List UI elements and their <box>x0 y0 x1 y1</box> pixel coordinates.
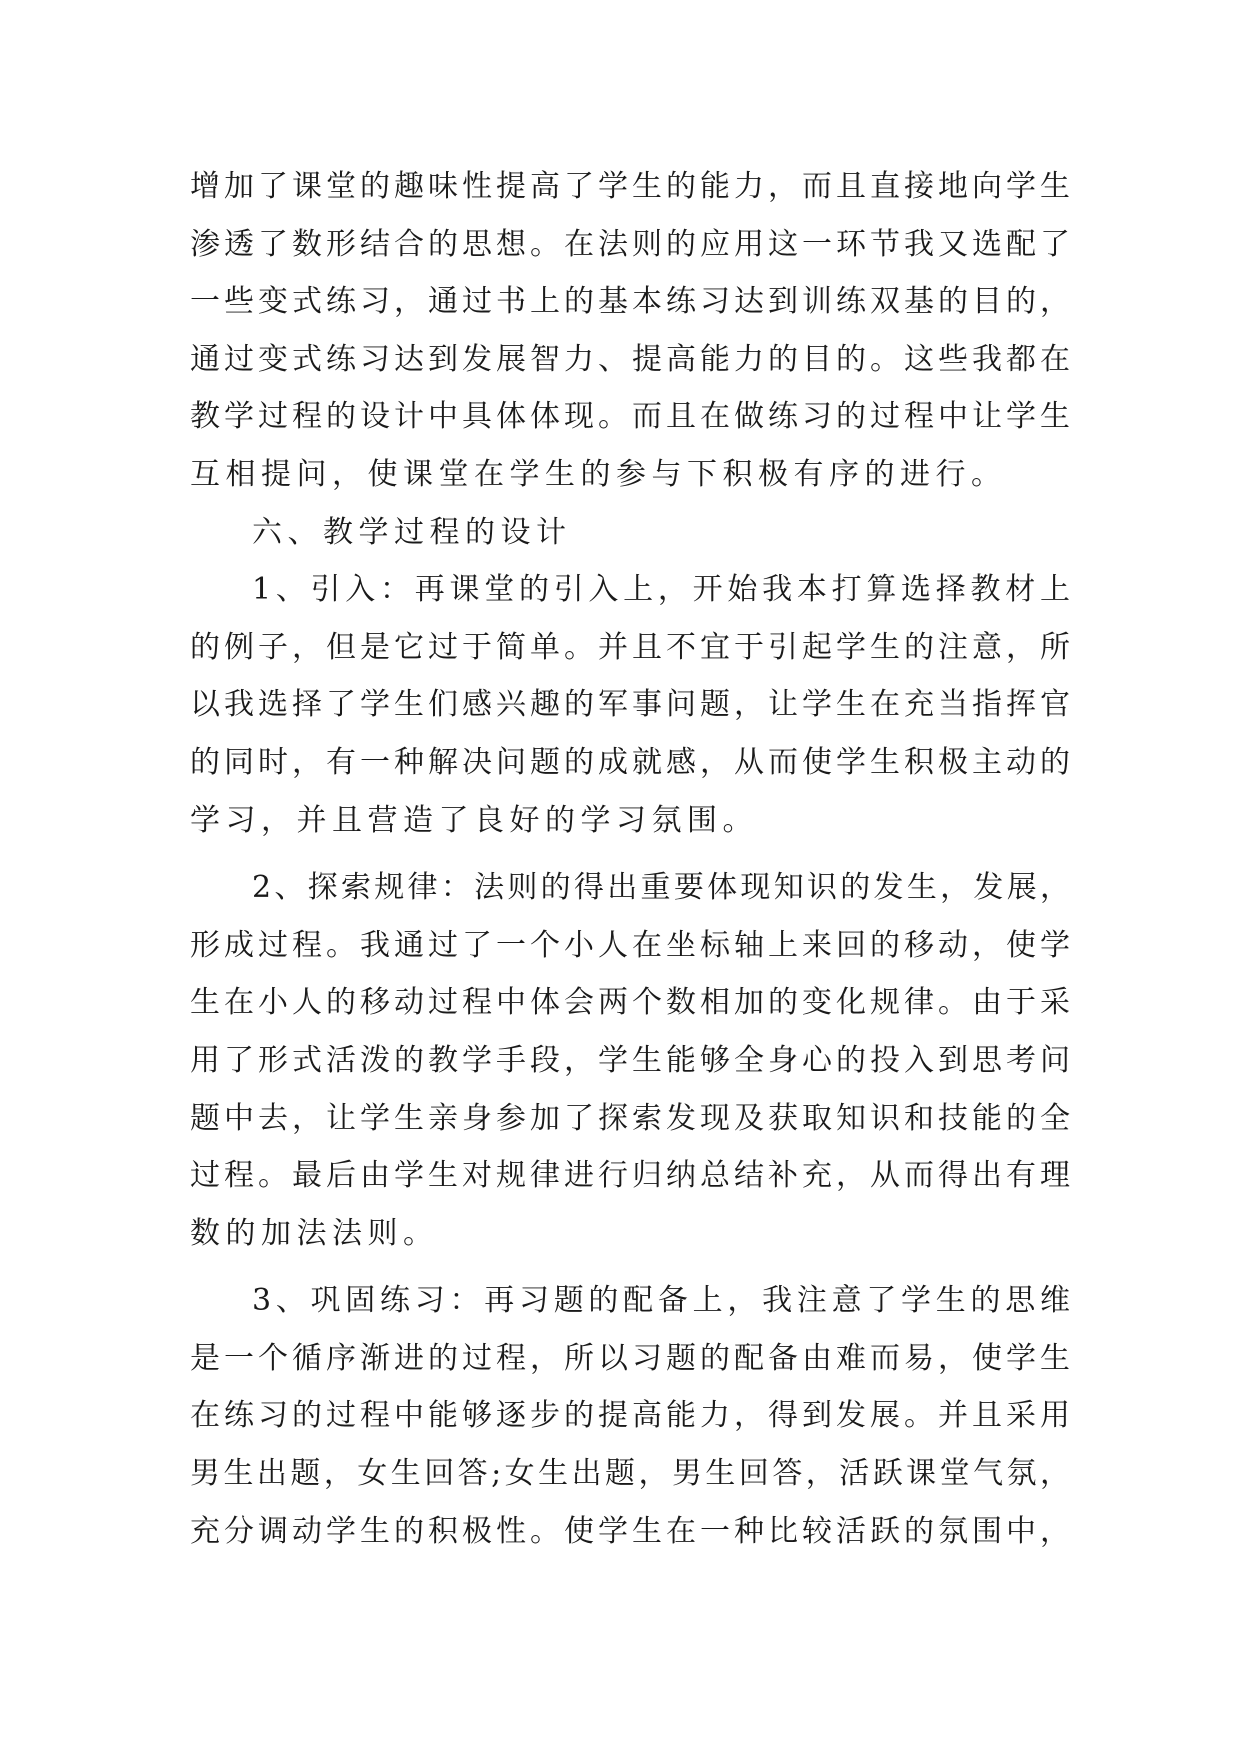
text-line: 数的加法法则。 <box>190 1215 439 1251</box>
text-line: 一些变式练习，通过书上的基本练习达到训练双基的目的， <box>190 284 1070 320</box>
document-body <box>190 158 1070 1560</box>
text-line: 形成过程。我通过了一个小人在坐标轴上来回的移动，使学 <box>190 927 1070 963</box>
text-line: 通过变式练习达到发展智力、提高能力的目的。这些我都在 <box>190 341 1070 377</box>
text-line: 3、巩固练习：再习题的配备上，我注意了学生的思维 <box>252 1283 1070 1319</box>
text-line: 以我选择了学生们感兴趣的军事问题，让学生在充当指挥官 <box>190 687 1070 723</box>
section-heading-text: 六、教学过程的设计 <box>252 514 572 550</box>
text-line: 教学过程的设计中具体体现。而且在做练习的过程中让学生 <box>190 399 1070 435</box>
paragraph-p3 <box>190 859 1070 1262</box>
text-line: 互相提问，使课堂在学生的参与下积极有序的进行。 <box>190 456 1007 492</box>
text-line: 题中去，让学生亲身参加了探索发现及获取知识和技能的全 <box>190 1100 1070 1136</box>
text-line: 1、引入：再课堂的引入上，开始我本打算选择教材上 <box>252 572 1070 608</box>
paragraph-p2 <box>190 561 1070 849</box>
section-heading <box>190 504 1070 562</box>
text-line: 过程。最后由学生对规律进行归纳总结补充，从而得出有理 <box>190 1158 1070 1194</box>
text-line: 充分调动学生的积极性。使学生在一种比较活跃的氛围中， <box>190 1513 1070 1549</box>
paragraph-gap <box>190 1262 1070 1272</box>
text-line: 学习，并且营造了良好的学习氛围。 <box>190 802 758 838</box>
text-line: 2、探索规律：法则的得出重要体现知识的发生，发展， <box>252 870 1070 906</box>
text-line: 是一个循序渐进的过程，所以习题的配备由难而易，使学生 <box>190 1340 1070 1376</box>
paragraph-gap <box>190 849 1070 859</box>
text-line: 的同时，有一种解决问题的成就感，从而使学生积极主动的 <box>190 744 1070 780</box>
paragraph-p1 <box>190 158 1070 504</box>
text-line: 渗透了数形结合的思想。在法则的应用这一环节我又选配了 <box>190 226 1070 262</box>
text-line: 生在小人的移动过程中体会两个数相加的变化规律。由于采 <box>190 985 1070 1021</box>
text-line: 在练习的过程中能够逐步的提高能力，得到发展。并且采用 <box>190 1398 1070 1434</box>
text-line: 男生出题，女生回答;女生出题，男生回答，活跃课堂气氛， <box>190 1456 1070 1492</box>
text-line: 的例子，但是它过于简单。并且不宜于引起学生的注意，所 <box>190 629 1070 665</box>
text-line: 用了形式活泼的教学手段，学生能够全身心的投入到思考问 <box>190 1042 1070 1078</box>
paragraph-p4 <box>190 1272 1070 1560</box>
text-line: 增加了课堂的趣味性提高了学生的能力，而且直接地向学生 <box>190 169 1070 204</box>
